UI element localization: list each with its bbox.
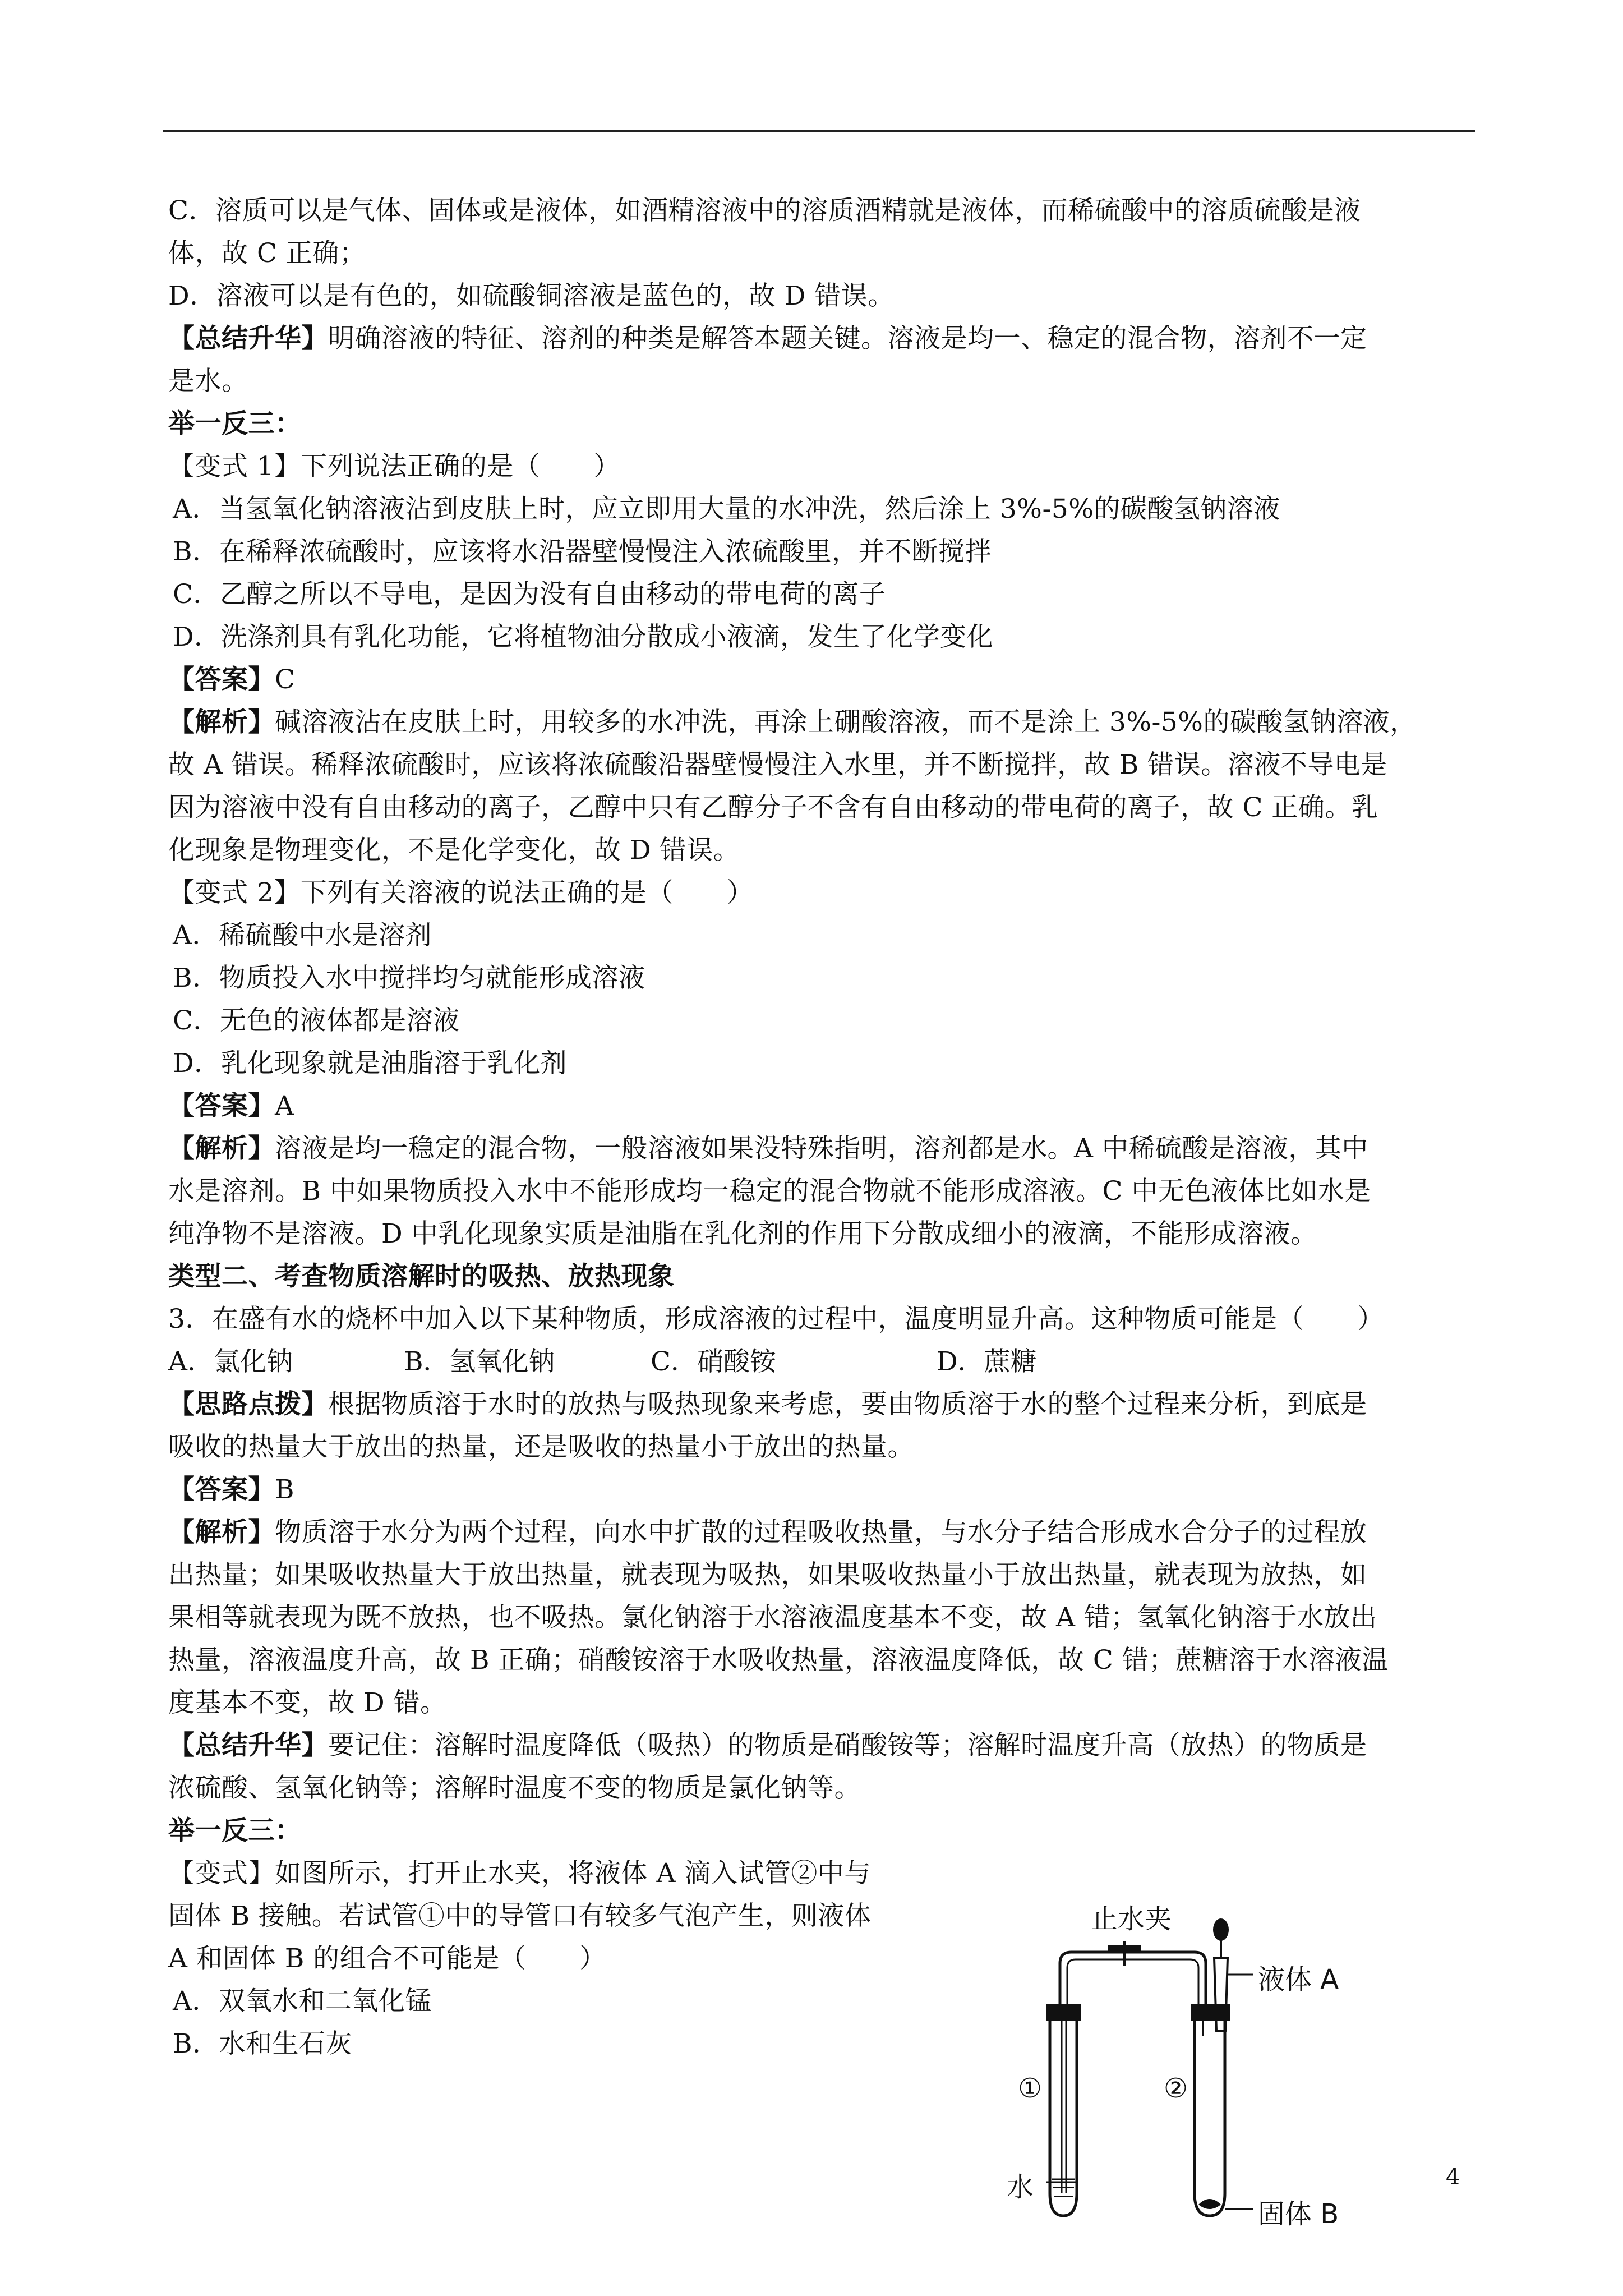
text-line: 果相等就表现为既不放热，也不吸热。氯化钠溶于水溶液温度基本不变，故 A 错；氢氧化钠溶于水放出 [168, 1602, 1377, 1633]
answer-option: A．氯化钠 [168, 1346, 293, 1377]
section-label: 【解析】 [168, 1133, 275, 1164]
line-text: 根据物质溶于水时的放热与吸热现象来考虑，要由物质溶于水的整个过程来分析，到底是 [328, 1389, 1367, 1420]
answer-option: B．氢氧化钠 [404, 1346, 555, 1377]
header-divider [163, 130, 1475, 132]
section-label: 【解析】 [168, 707, 275, 738]
test-tube-1 [1050, 2021, 1077, 2216]
text-line: 吸收的热量大于放出的热量，还是吸收的热量小于放出的热量。 [168, 1432, 914, 1462]
text-line: 体，故 C 正确； [168, 238, 366, 269]
answer-option: C．硝酸铵 [651, 1346, 776, 1377]
tube-2-label: ② [1164, 2073, 1188, 2104]
labeled-line [168, 1383, 1475, 1426]
line-text: 下列说法正确的是（ ） [300, 451, 620, 482]
labeled-line [168, 872, 1475, 914]
text-line: 出热量；如果吸收热量大于放出热量，就表现为吸热，如果吸收热量小于放出热量，就表现为放热，如 [168, 1559, 1367, 1590]
text-line: 度基本不变，故 D 错。 [168, 1687, 447, 1718]
section-label: 【答案】 [168, 1474, 275, 1505]
stopper-2 [1191, 2004, 1230, 2021]
section-label: 【总结升华】 [168, 323, 328, 354]
solid-b [1198, 2199, 1221, 2209]
page-number: 4 [1446, 2164, 1460, 2190]
line-text: 如图所示，打开止水夹，将液体 A 滴入试管②中与 [275, 1858, 871, 1889]
labeled-line [168, 1469, 1475, 1511]
answer-option: D．蔗糖 [937, 1346, 1037, 1377]
section-label: 【思路点拨】 [168, 1389, 328, 1420]
option-line: D．洗涤剂具有乳化功能，它将植物油分散成小液滴，发生了化学变化 [173, 622, 994, 652]
option-line: A．当氢氧化钠溶液沾到皮肤上时，应立即用大量的水冲洗，然后涂上 3%-5%的碳酸氢钠溶液 [173, 494, 1280, 524]
line-text: 物质溶于水分为两个过程，向水中扩散的过程吸收热量，与水分子结合形成水合分子的过程放 [275, 1517, 1367, 1548]
line-text: 要记住：溶解时温度降低（吸热）的物质是硝酸铵等；溶解时温度升高（放热）的物质是 [328, 1730, 1367, 1761]
labeled-line [168, 701, 1475, 744]
clamp-label: 止水夹 [1091, 1903, 1172, 1935]
line-text: 溶液是均一稳定的混合物，一般溶液如果没特殊指明，溶剂都是水。A 中稀硫酸是溶液，其中 [275, 1133, 1368, 1164]
solid-b-label: 固体 B [1258, 2198, 1339, 2230]
section-label: 【变式 2】 [168, 877, 301, 908]
labeled-line [168, 1128, 1475, 1170]
section-label: 【解析】 [168, 1517, 275, 1548]
document-body [168, 190, 1475, 2065]
apparatus-figure [1007, 1902, 1366, 2233]
text-line: C．溶质可以是气体、固体或是液体，如酒精溶液中的溶质酒精就是液体，而稀硫酸中的溶质硫酸是液 [168, 195, 1361, 226]
text-line: 水是溶剂。B 中如果物质投入水中不能形成均一稳定的混合物就不能形成溶液。C 中无色液体比如水是 [168, 1176, 1371, 1207]
apparatus-diagram [1007, 1902, 1366, 2233]
text-line: 故 A 错误。稀释浓硫酸时，应该将浓硫酸沿器壁慢慢注入水里，并不断搅拌，故 B 错误。溶液不导电是 [168, 749, 1387, 780]
option-line: A．稀硫酸中水是溶剂 [173, 920, 432, 951]
section-label: 【总结升华】 [168, 1730, 328, 1761]
text-line: 3．在盛有水的烧杯中加入以下某种物质，形成溶液的过程中，温度明显升高。这种物质可能是（ ） [168, 1304, 1384, 1335]
water-label: 水 [1007, 2171, 1034, 2203]
line-text: B [275, 1474, 295, 1505]
dropper-bulb [1213, 1918, 1229, 1941]
text-line: 是水。 [168, 366, 248, 397]
text-line: D．溶液可以是有色的，如硫酸铜溶液是蓝色的，故 D 错误。 [168, 280, 895, 311]
line-text: C [275, 664, 296, 695]
connecting-tube [1060, 1952, 1206, 2011]
labeled-line [168, 1852, 942, 1895]
tube-1-label: ① [1018, 2073, 1043, 2104]
option-line: B．在稀释浓硫酸时，应该将水沿器壁慢慢注入浓硫酸里，并不断搅拌 [173, 536, 992, 567]
stopper-1 [1046, 2004, 1081, 2021]
option-line: D．乳化现象就是油脂溶于乳化剂 [173, 1048, 568, 1079]
option-line: C．无色的液体都是溶液 [173, 1005, 460, 1036]
option-line: A．双氧水和二氧化锰 [173, 1986, 432, 2017]
line-text: 明确溶液的特征、溶剂的种类是解答本题关键。溶液是均一、稳定的混合物，溶剂不一定 [328, 323, 1367, 354]
section-heading: 举一反三： [168, 1815, 302, 1846]
text-line: 纯净物不是溶液。D 中乳化现象实质是油脂在乳化剂的作用下分散成细小的液滴，不能形成溶液。 [168, 1218, 1317, 1249]
section-label: 【答案】 [168, 1091, 275, 1121]
text-line: 浓硫酸、氢氧化钠等；溶解时温度不变的物质是氯化钠等。 [168, 1773, 861, 1803]
liquid-a-label: 液体 A [1258, 1964, 1339, 1995]
line-text: 碱溶液沾在皮肤上时，用较多的水冲洗，再涂上硼酸溶液，而不是涂上 3%-5%的碳酸氢钠溶液， [275, 707, 1417, 738]
text-line: A 和固体 B 的组合不可能是（ ） [168, 1943, 606, 1974]
section-heading: 举一反三： [168, 408, 302, 439]
labeled-line [168, 1724, 1475, 1767]
option-line: B．水和生石灰 [173, 2028, 353, 2059]
section-label: 【变式】 [168, 1858, 275, 1889]
option-line: B．物质投入水中搅拌均匀就能形成溶液 [173, 963, 645, 993]
labeled-line [168, 659, 1475, 701]
section-heading: 类型二、考查物质溶解时的吸热、放热现象 [168, 1261, 675, 1292]
test-tube-2 [1195, 2021, 1225, 2216]
answer-options [168, 1341, 1475, 1383]
text-line: 固体 B 接触。若试管①中的导管口有较多气泡产生，则液体 [168, 1901, 872, 1931]
option-line: C．乙醇之所以不导电，是因为没有自由移动的带电荷的离子 [173, 579, 886, 610]
text-line: 因为溶液中没有自由移动的离子，乙醇中只有乙醇分子不含有自由移动的带电荷的离子，故 C 正确。乳 [168, 792, 1378, 823]
section-label: 【答案】 [168, 664, 275, 695]
labeled-line [168, 318, 1475, 360]
labeled-line [168, 445, 1475, 488]
labeled-line [168, 1085, 1475, 1128]
section-label: 【变式 1】 [168, 451, 301, 482]
labeled-line [168, 1511, 1475, 1554]
text-line: 化现象是物理变化，不是化学变化，故 D 错误。 [168, 835, 740, 866]
text-line: 热量，溶液温度升高，故 B 正确；硝酸铵溶于水吸收热量，溶液温度降低，故 C 错；蔗糖溶于水溶液温 [168, 1645, 1389, 1676]
line-text: 下列有关溶液的说法正确的是（ ） [300, 877, 754, 908]
line-text: A [275, 1091, 294, 1121]
